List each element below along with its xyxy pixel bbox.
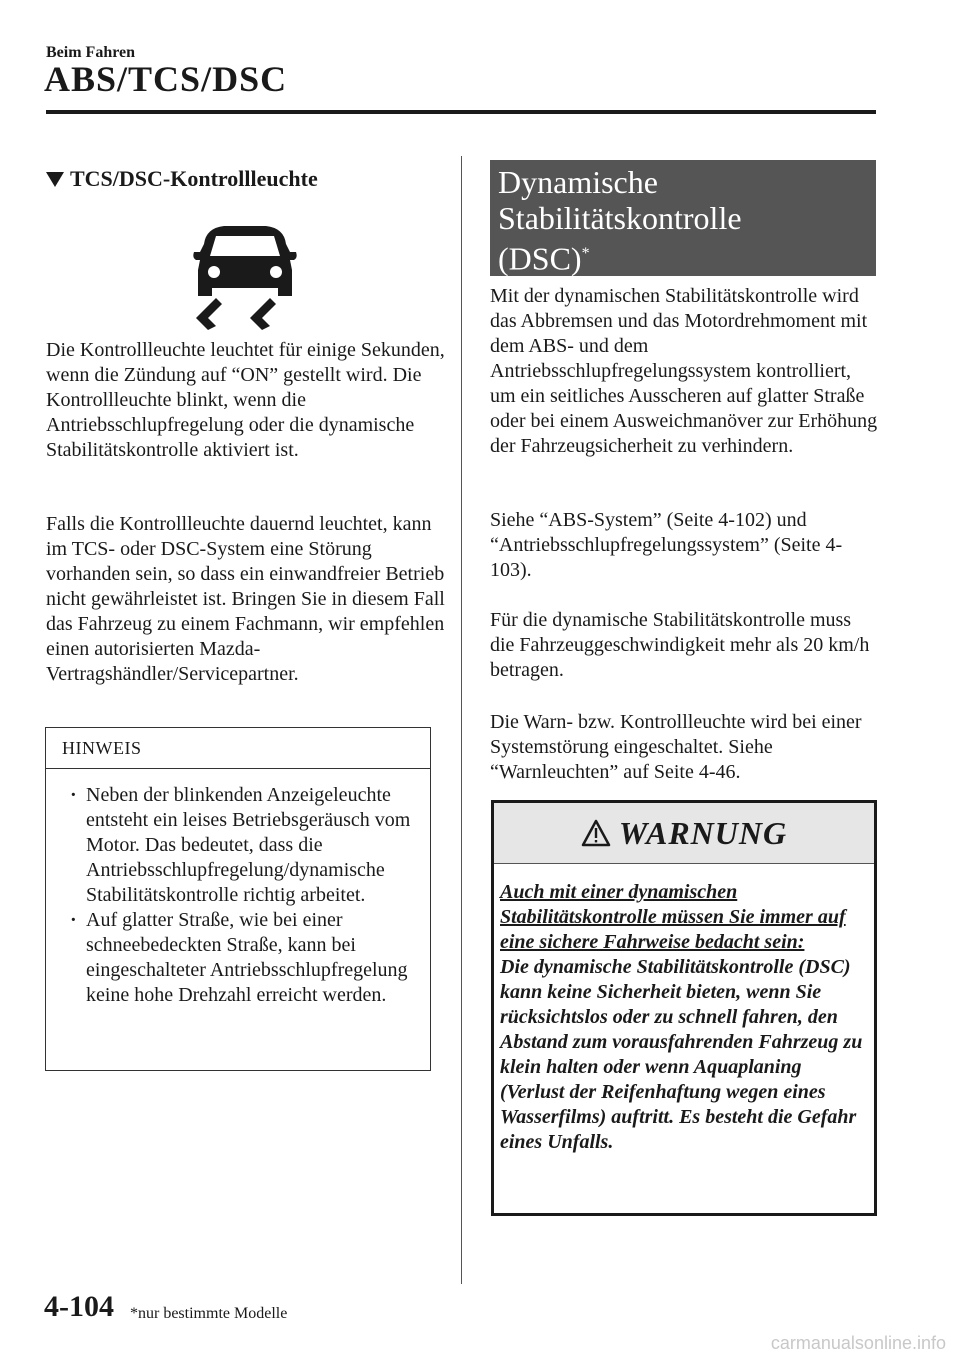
warnung-underlined: Auch mit einer dynamischen Stabilitätskontrolle müssen Sie immer auf eine sichere Fahrweise bedacht sein: — [500, 881, 846, 953]
warnung-body — [494, 864, 874, 1155]
banner-asterisk: * — [581, 245, 590, 262]
dsc-speed-requirement: Für die dynamische Stabilitätskontrolle muss die Fahrzeuggeschwindigkeit mehr als 20 km/h betragen. — [490, 609, 870, 681]
column-divider — [461, 156, 462, 1284]
hinweis-box — [45, 727, 431, 1071]
banner-line-2: Stabilitätskontrolle — [498, 200, 742, 236]
banner-line-3 — [498, 236, 868, 277]
triangle-down-icon — [46, 172, 64, 187]
warnung-box — [491, 800, 877, 1216]
dsc-skid-car-icon — [190, 214, 300, 332]
kontrollleuchte-description: Die Kontrollleuchte leuchtet für einige Sekunden, wenn die Zündung auf “ON” gestellt wird. Die Kontrollleuchte blinkt, wenn die Antriebsschlupfregelung oder die dynamische Stabilitätskontrolle aktiviert ist. — [46, 339, 445, 461]
dsc-warning-light: Die Warn- bzw. Kontrollleuchte wird bei einer Systemstörung eingeschaltet. Siehe “Warnleuchten” auf Seite 4-46. — [490, 711, 862, 783]
kontrollleuchte-stoerung: Falls die Kontrollleuchte dauernd leuchtet, kann im TCS- oder DSC-System eine Störung vorhanden sein, so dass ein einwandfreier Betrieb nicht gewährleistet ist. Bringen Sie in diesem Fall das Fahrzeug zu einem Fachmann, wir empfehlen einen autorisierten Mazda-Vertragshändler/Servicepartner. — [46, 513, 445, 685]
hinweis-title: HINWEIS — [46, 728, 430, 769]
banner-line-1: Dynamische — [498, 164, 658, 200]
warnung-header — [494, 803, 874, 864]
page-number: 4-104 — [44, 1290, 114, 1323]
section-label: Beim Fahren — [46, 44, 136, 61]
header-rule — [46, 110, 876, 114]
page-title: ABS/TCS/DSC — [44, 59, 288, 99]
hinweis-item: · Neben der blinkenden Anzeigeleuchte entsteht ein leises Betriebsgeräusch vom Motor. Das bedeutet, dass die Antriebsschlupfregelung/dynamische Stabilitätskontrolle richtig arbeitet. — [70, 783, 422, 908]
warnung-text: Die dynamische Stabilitätskontrolle (DSC) kann keine Sicherheit bieten, wenn Sie rücksichtslos oder zu schnell fahren, den Abstand zum vorausfahrenden Fahrzeug zu klein halten oder wenn Aquaplaning (Verlust der Reifenhaftung wegen eines Wasserfilms) auftritt. Es besteht die Gefahr eines Unfalls. — [500, 956, 863, 1153]
dsc-references: Siehe “ABS-System” (Seite 4-102) und “Antriebsschlupfregelungssystem” (Seite 4-103). — [490, 509, 843, 581]
warning-triangle-icon — [581, 819, 611, 847]
warnung-title: WARNUNG — [618, 814, 788, 851]
watermark: carmanualsonline.info — [770, 1333, 946, 1353]
kontrollleuchte-heading — [46, 166, 318, 192]
dsc-section-banner — [490, 160, 876, 276]
hinweis-item: · Auf glatter Straße, wie bei einer schneebedeckten Straße, kann bei eingeschalteter Antriebsschlupfregelung keine hohe Drehzahl erreicht werden. — [70, 908, 422, 1008]
footnote: *nur bestimmte Modelle — [130, 1305, 288, 1322]
banner-dsc: (DSC) — [498, 240, 582, 277]
hinweis-list — [46, 769, 430, 1008]
kontrollleuchte-heading-text: TCS/DSC-Kontrollleuchte — [70, 166, 318, 191]
dsc-description: Mit der dynamischen Stabilitätskontrolle wird das Abbremsen und das Motordrehmoment mit dem ABS- und dem Antriebsschlupfregelungssystem kontrolliert, um ein seitliches Ausscheren auf glatter Straße oder bei einem Ausweichmanöver zur Erhöhung der Fahrzeugsicherheit zu verhindern. — [490, 285, 878, 457]
